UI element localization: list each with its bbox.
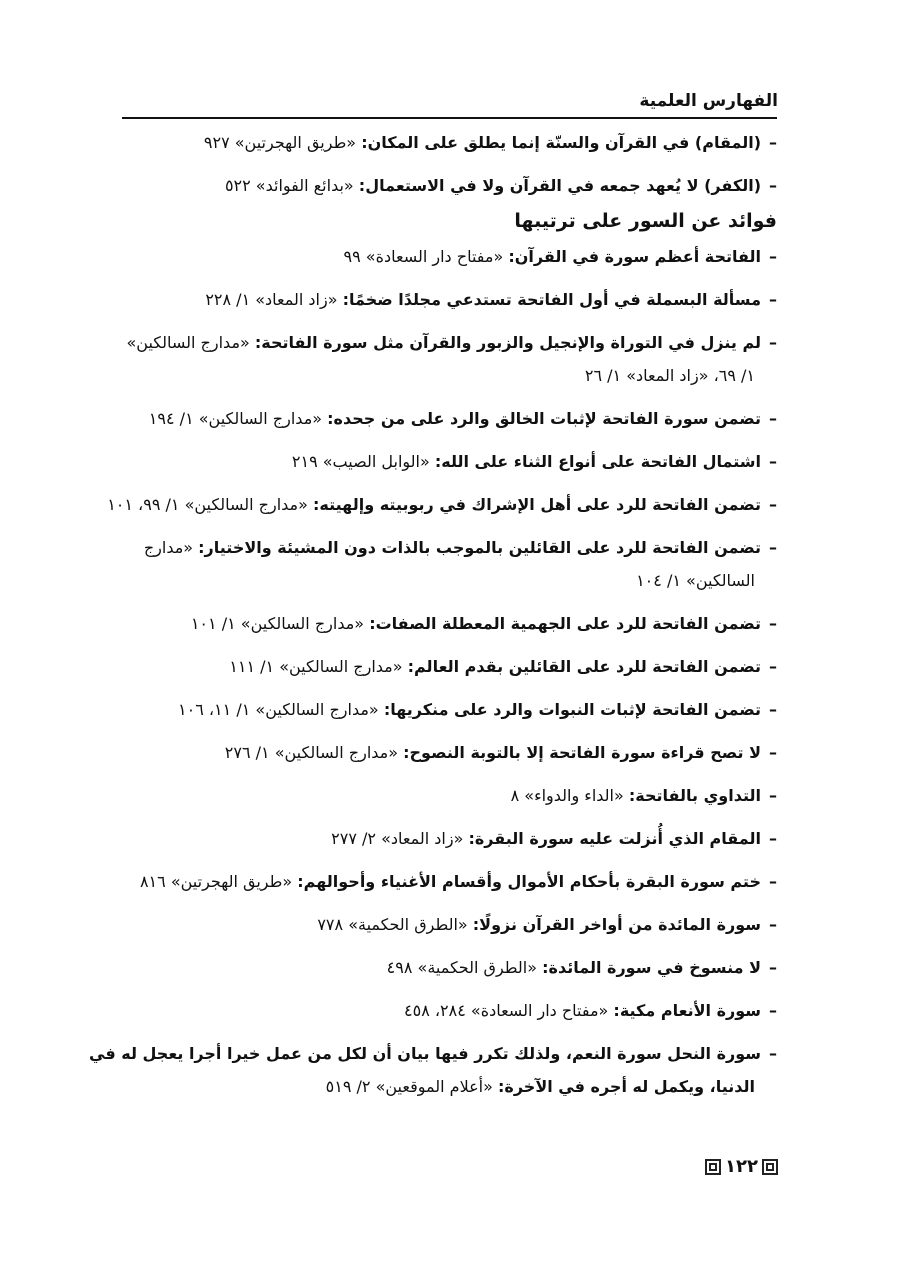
entry-source: ١/ ٦٩، «زاد المعاد» ١/ ٢٦: [584, 366, 755, 385]
entry-dash: –: [769, 247, 777, 266]
entry-text: (المقام) في القرآن والسنّة إنما يطلق على المكان:: [361, 133, 761, 152]
entry-text: ختم سورة البقرة بأحكام الأموال وأقسام الأغنياء وأحوالهم:: [297, 872, 761, 891]
index-entry: [117, 126, 777, 159]
entry-dash: –: [769, 958, 777, 977]
index-entry: [117, 822, 777, 855]
entry-source: السالكين» ١/ ١٠٤: [636, 571, 755, 590]
index-entry: [117, 607, 777, 640]
entry-text: (الكفر) لا يُعهد جمعه في القرآن ولا في الاستعمال:: [358, 176, 761, 195]
entry-text: تضمن الفاتحة لإثبات النبوات والرد على منكريها:: [383, 700, 761, 719]
entry-source: «أعلام الموقعين» ٢/ ٥١٩: [325, 1077, 498, 1096]
index-entry: [117, 865, 777, 898]
index-entry-continuation: [117, 564, 777, 597]
entry-dash: –: [769, 1044, 777, 1063]
entry-dash: –: [769, 176, 777, 195]
entry-source: «بدائع الفوائد» ٥٢٢: [224, 176, 359, 195]
entry-source: «مدارج السالكين»: [126, 333, 255, 352]
index-entry-continuation: [117, 359, 777, 392]
entry-dash: –: [769, 657, 777, 676]
index-entry: [117, 693, 777, 726]
entry-source: «زاد المعاد» ١/ ٢٢٨: [205, 290, 343, 309]
index-content: [89, 126, 777, 1103]
entry-source: «مدارج السالكين» ١/ ١٠١: [190, 614, 370, 633]
entry-source: «الوابل الصيب» ٢١٩: [291, 452, 435, 471]
entry-dash: –: [769, 872, 777, 891]
entry-source: «طريق الهجرتين» ٨١٦: [139, 872, 298, 891]
entry-text: لا تصح قراءة سورة الفاتحة إلا بالتوبة النصوح:: [403, 743, 761, 762]
index-entry: [117, 908, 777, 941]
entry-dash: –: [769, 786, 777, 805]
entry-text: تضمن الفاتحة للرد على القائلين بقدم العالم:: [407, 657, 761, 676]
entry-text: تضمن الفاتحة للرد على أهل الإشراك في ربوبيته وإلهيته:: [312, 495, 761, 514]
entry-source: «طريق الهجرتين» ٩٢٧: [203, 133, 362, 152]
index-entry: [117, 326, 777, 359]
index-entry-continuation: [117, 1070, 777, 1103]
entry-text: سورة النحل سورة النعم، ولذلك تكرر فيها بيان أن لكل من عمل خيرا أجرا يعجل له في: [89, 1044, 761, 1063]
entry-source: «الطرق الحكمية» ٧٧٨: [317, 915, 473, 934]
entry-dash: –: [769, 133, 777, 152]
header-title: الفهارس العلمية: [639, 91, 778, 111]
entry-text: المقام الذي أُنزلت عليه سورة البقرة:: [468, 829, 761, 848]
page-footer: [705, 1156, 778, 1177]
entry-dash: –: [769, 290, 777, 309]
entry-text: التداوي بالفاتحة:: [628, 786, 761, 805]
entry-text: تضمن الفاتحة للرد على القائلين بالموجب بالذات دون المشيئة والاختيار:: [198, 538, 761, 557]
index-entry: [117, 283, 777, 316]
entry-source: «مفتاح دار السعادة» ٩٩: [343, 247, 509, 266]
entry-dash: –: [769, 915, 777, 934]
running-header: [123, 88, 778, 114]
index-entry: [117, 994, 777, 1027]
entry-source: «زاد المعاد» ٢/ ٢٧٧: [331, 829, 469, 848]
entry-dash: –: [769, 409, 777, 428]
entry-dash: –: [769, 829, 777, 848]
index-entry: [117, 531, 777, 564]
entry-dash: –: [769, 333, 777, 352]
index-entry: [117, 445, 777, 478]
index-entry: [117, 650, 777, 683]
entry-source: «مدارج السالكين» ١/ ١١١: [229, 657, 408, 676]
index-entry: [89, 1037, 777, 1070]
section-heading: فوائد عن السور على ترتيبها: [514, 210, 777, 232]
entry-source: «مدارج: [143, 538, 199, 557]
ornament-icon: [762, 1159, 778, 1175]
entry-text: لم ينزل في التوراة والإنجيل والزبور والقرآن مثل سورة الفاتحة:: [254, 333, 761, 352]
entry-dash: –: [769, 452, 777, 471]
index-entry: [117, 779, 777, 812]
entry-source: «مدارج السالكين» ١/ ١١، ١٠٦: [178, 700, 384, 719]
entry-dash: –: [769, 538, 777, 557]
entry-text: الدنيا، ويكمل له أجره في الآخرة:: [498, 1077, 755, 1096]
entry-text: الفاتحة أعظم سورة في القرآن:: [508, 247, 761, 266]
entry-source: «مدارج السالكين» ١/ ٢٧٦: [224, 743, 404, 762]
entry-source: «الطرق الحكمية» ٤٩٨: [386, 958, 543, 977]
index-entry: [117, 169, 777, 202]
entry-text: سورة الأنعام مكية:: [613, 1001, 761, 1020]
entry-dash: –: [769, 614, 777, 633]
index-entry: [117, 951, 777, 984]
index-entry: [107, 488, 777, 521]
header-rule: [122, 117, 777, 119]
entry-dash: –: [769, 743, 777, 762]
entry-text: تضمن سورة الفاتحة لإثبات الخالق والرد على من جحده:: [327, 409, 761, 428]
entry-text: مسألة البسملة في أول الفاتحة تستدعي مجلدًا ضخمًا:: [342, 290, 761, 309]
index-entry: [117, 240, 777, 273]
index-entry: [117, 402, 777, 435]
entry-source: «مفتاح دار السعادة» ٢٨٤، ٤٥٨: [404, 1001, 614, 1020]
entry-text: اشتمال الفاتحة على أنواع الثناء على الله:: [434, 452, 761, 471]
ornament-icon: [705, 1159, 721, 1175]
entry-dash: –: [769, 495, 777, 514]
entry-text: تضمن الفاتحة للرد على الجهمية المعطلة الصفات:: [369, 614, 761, 633]
entry-dash: –: [769, 700, 777, 719]
index-entry: [117, 736, 777, 769]
entry-source: «الداء والدواء» ٨: [510, 786, 629, 805]
entry-text: سورة المائدة من أواخر القرآن نزولًا:: [472, 915, 761, 934]
entry-source: «مدارج السالكين» ١/ ١٩٤: [148, 409, 328, 428]
page-number: ١٢٢: [725, 1156, 758, 1177]
entry-dash: –: [769, 1001, 777, 1020]
entry-text: لا منسوخ في سورة المائدة:: [542, 958, 761, 977]
entry-source: «مدارج السالكين» ١/ ٩٩، ١٠١: [107, 495, 313, 514]
